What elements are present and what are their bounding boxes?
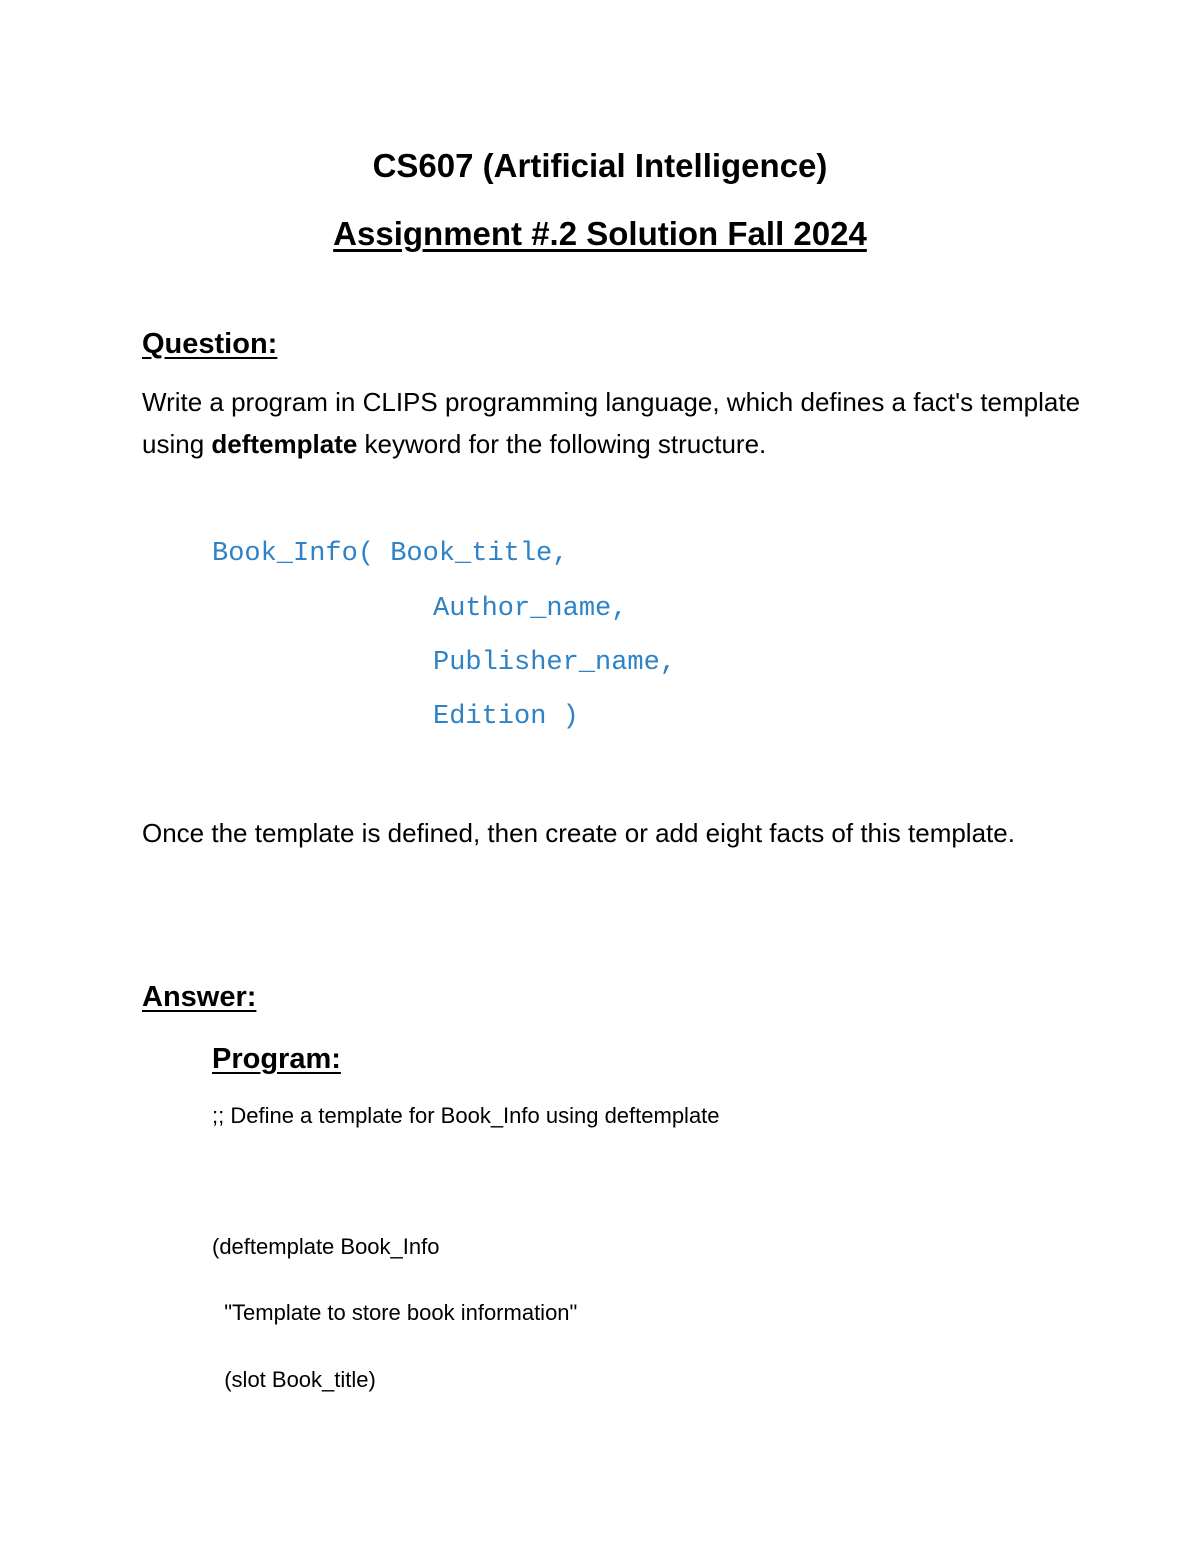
program-line-3: "Template to store book information" bbox=[212, 1300, 578, 1325]
structure-line-3: Publisher_name, bbox=[433, 648, 677, 678]
structure-line-4: Edition ) bbox=[433, 702, 579, 732]
question-text bbox=[142, 381, 1082, 465]
program-line-1: ;; Define a template for Book_Info using deftemplate bbox=[212, 1103, 720, 1128]
structure-line-1: Book_Info( Book_title, bbox=[212, 539, 569, 569]
question-heading: Question: bbox=[142, 328, 278, 360]
course-title: CS607 (Artificial Intelligence) bbox=[372, 147, 828, 184]
answer-heading: Answer: bbox=[142, 981, 257, 1013]
followup-text: Once the template is defined, then create or add eight facts of this template. bbox=[142, 818, 1015, 848]
structure-line-2: Author_name, bbox=[433, 594, 628, 624]
program-line-4: (slot Book_title) bbox=[212, 1367, 376, 1392]
program-line-2: (deftemplate Book_Info bbox=[212, 1234, 440, 1259]
program-heading: Program: bbox=[212, 1043, 341, 1075]
question-text-before: Write a program in CLIPS programming language, which defines a fact's template using bbox=[142, 387, 1081, 459]
question-text-after: keyword for the following structure. bbox=[357, 429, 767, 459]
question-keyword: deftemplate bbox=[211, 429, 358, 459]
assignment-title: Assignment #.2 Solution Fall 2024 bbox=[333, 215, 867, 252]
